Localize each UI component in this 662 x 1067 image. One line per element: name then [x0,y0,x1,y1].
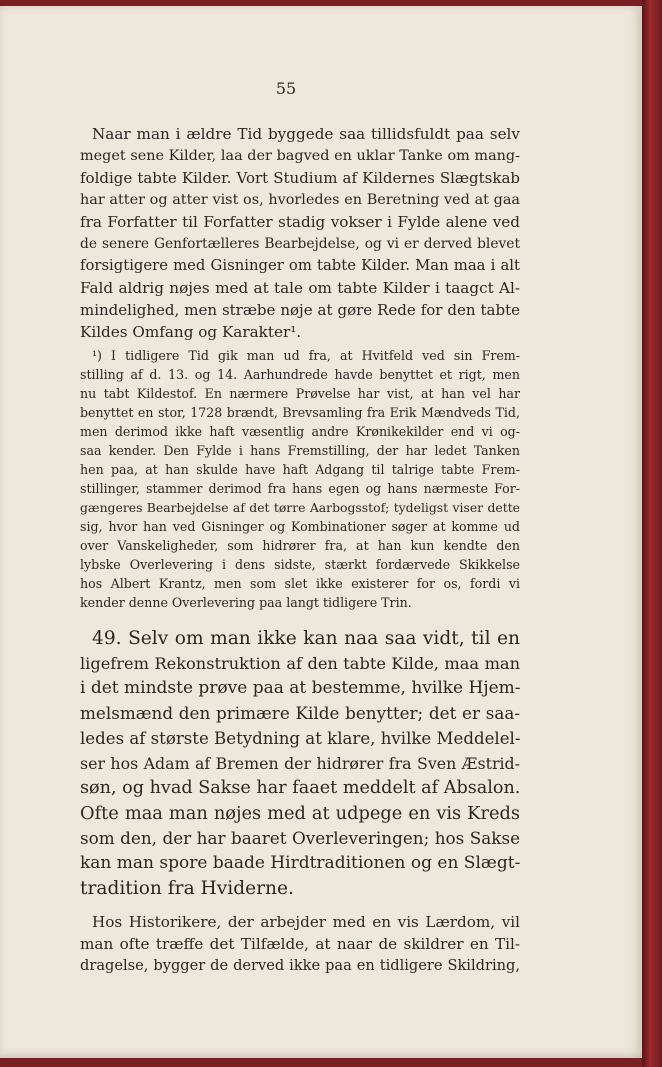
section-49-line: ledes af største Betydning at klare, hvilke Meddelel- [80,729,521,748]
footnote-line: lybske Overlevering i dens sidste, stærkt fordærvede Skikkelse [80,557,520,572]
footnote-line: saa kender. Den Fylde i hans Fremstilling, der har ledet Tanken [80,443,520,458]
section-49-line: melsmænd den primære Kilde benytter; det er saa- [80,703,520,723]
footnote-line: hos Albert Krantz, men som slet ikke existerer for os, fordi vi [80,576,520,591]
paragraph-1-line: foldige tabte Kilder. Vort Studium af Kildernes Slægtskab [80,169,520,187]
paragraph-1-line: mindelighed, men stræbe nøje at gøre Rede for den tabte [80,301,520,319]
section-49-line: som den, der har baaret Overleveringen; hos Sakse [80,828,520,848]
footnote-line: benyttet en stor, 1728 brændt, Brevsamling fra Erik Mændveds Tid, [80,405,520,420]
book-page [0,6,642,1058]
book-cover-edge [642,0,662,1067]
paragraph-1-line: de senere Genfortælleres Bearbejdelse, og vi er derved blevet [80,236,520,252]
section-49-line: tradition fra Hviderne. [80,878,294,899]
footnote-line: ¹) I tidligere Tid gik man ud fra, at Hvitfeld ved sin Frem- [92,348,520,363]
footnote-line: kender denne Overlevering paa langt tidligere Trin. [80,595,412,610]
paragraph-2-line: dragelse, bygger de derved ikke paa en tidligere Skildring, [80,957,520,974]
footnote-line: over Vanskeligheder, som hidrører fra, at han kun kendte den [80,538,520,553]
footnote-line: hen paa, at han skulde have haft Adgang til talrige tabte Frem- [80,462,520,477]
section-49-line: i det mindste prøve paa at bestemme, hvilke Hjem- [80,678,521,698]
section-49-line: 49. Selv om man ikke kan naa saa vidt, til en [92,628,520,649]
footnote-line: gængeres Bearbejdelse af det tørre Aarbogsstof; tydeligst viser dette [80,500,520,515]
section-49-line: ser hos Adam af Bremen der hidrører fra Sven Æstrid- [80,754,520,773]
paragraph-1-line: meget sene Kilder, laa der bagved en uklar Tanke om mang- [80,148,520,164]
footnote-line: sig, hvor han ved Gisninger og Kombinationer søger at komme ud [80,519,520,534]
section-49-line: søn, og hvad Sakse har faaet meddelt af Absalon. [80,778,521,798]
paragraph-1-line: Naar man i ældre Tid byggede saa tillidsfuldt paa selv [92,125,520,143]
paragraph-1-line: Kildes Omfang og Karakter¹. [80,323,302,341]
paragraph-1-line: fra Forfatter til Forfatter stadig vokser i Fylde alene ved [80,213,520,231]
footnote-line: men derimod ikke haft væsentlig andre Krønikekilder end vi og- [80,424,520,439]
footnote-line: stillinger, stammer derimod fra hans egen og hans nærmeste For- [80,481,520,496]
paragraph-2-line: Hos Historikere, der arbejder med en vis Lærdom, vil [92,913,520,931]
section-49-line: Ofte maa man nøjes med at udpege en vis Kreds [80,803,520,824]
footnote-line: stilling af d. 13. og 14. Aarhundrede havde benyttet et rigt, men [80,367,520,382]
page-number: 55 [275,79,297,98]
paragraph-1-line: har atter og atter vist os, hvorledes en Beretning ved at gaa [80,192,520,208]
paragraph-1-line: forsigtigere med Gisninger om tabte Kilder. Man maa i alt [80,257,520,274]
section-49-line: ligefrem Rekonstruktion af den tabte Kilde, maa man [80,654,520,673]
section-49-line: kan man spore baade Hirdtraditionen og en Slægt- [80,853,521,873]
paragraph-1-line: Fald aldrig nøjes med at tale om tabte Kilder i taagct Al- [80,279,520,297]
paragraph-2-line: man ofte træffe det Tilfælde, at naar de skildrer en Til- [80,935,520,953]
footnote-line: nu tabt Kildestof. En nærmere Prøvelse har vist, at han vel har [80,386,520,401]
